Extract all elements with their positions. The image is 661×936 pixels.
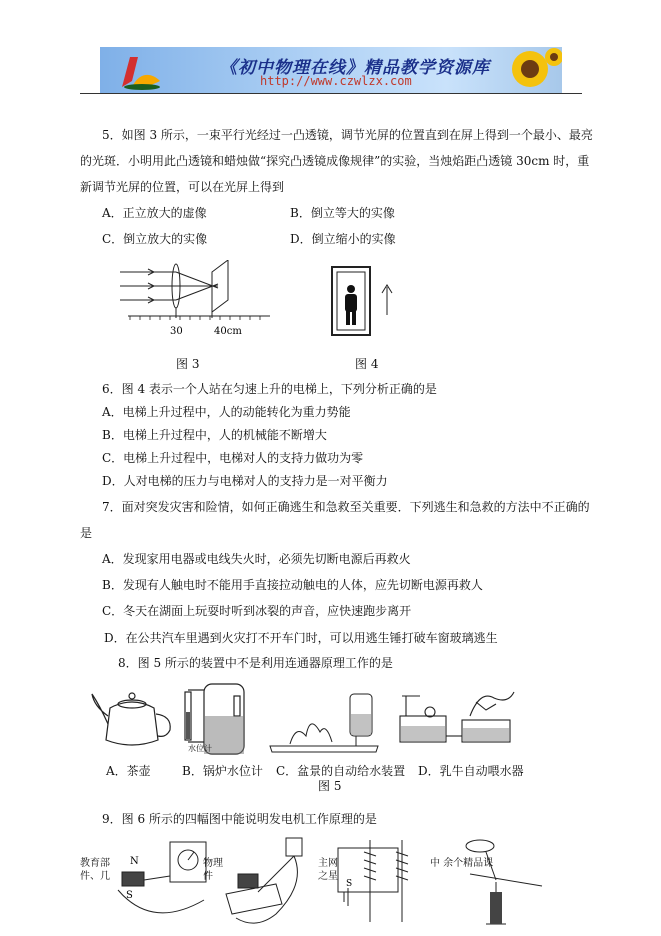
q7-option-a: A．发现家用电器或电线失火时，必须先切断电源后再救火: [102, 552, 411, 566]
potted-plant-water-feeder-drawing: [266, 684, 382, 754]
fig3-tick-30: 30: [170, 326, 183, 337]
q6-option-d: D．人对电梯的压力与电梯对人的支持力是一对平衡力: [102, 474, 388, 488]
q9-side-text-right: 中 余个精品课: [430, 858, 494, 869]
figure-4-caption: 图 4: [355, 357, 379, 371]
fig6c-label-s: S: [346, 879, 353, 889]
q6-option-c: C．电梯上升过程中，电梯对人的支持力做功为零: [102, 451, 364, 465]
q9-side-text-mid-2: 件: [203, 871, 213, 882]
boiler-gauge-label: 水位计: [188, 744, 212, 753]
q6-stem: 6．图 4 表示一个人站在匀速上升的电梯上，下列分析正确的是: [102, 382, 437, 396]
teapot-drawing: [88, 676, 176, 758]
header-rule: [80, 93, 582, 94]
q8-option-c: C．盆景的自动给水装置: [276, 764, 406, 778]
q9-side-text-mid-1: 物理: [203, 858, 223, 869]
figure-6d-magnet-needle: [456, 834, 548, 932]
q7-option-b: B．发现有人触电时不能用手直接拉动触电的人体，应先切断电源再救人: [102, 578, 483, 592]
cow-water-feeder-drawing: [396, 676, 516, 756]
figure-3-lens-diagram: [120, 260, 280, 340]
q6-option-a: A．电梯上升过程中，人的动能转化为重力势能: [102, 405, 351, 419]
q5-stem-line-2: 的光斑．小明用此凸透镜和蜡烛做“探究凸透镜成像规律”的实验，当烛焰距凸透镜 30cm 时，重: [80, 154, 590, 168]
fig6a-label-s: S: [126, 890, 133, 901]
site-logo: [108, 51, 168, 91]
q9-side-text-left-1: 教育部: [80, 858, 110, 869]
site-url[interactable]: http://www.czwlzx.com: [260, 74, 412, 88]
q5-option-c: C．倒立放大的实像: [102, 232, 208, 246]
q6-option-b: B．电梯上升过程中，人的机械能不断增大: [102, 428, 327, 442]
q8-option-d: D．乳牛自动喂水器: [418, 764, 524, 778]
q9-side-text-mid2-2: 之星: [318, 871, 338, 882]
q9-side-text-mid2-1: 主网: [318, 858, 338, 869]
header-banner: [100, 47, 562, 93]
figure-6a-galvanometer-loop: [112, 840, 208, 932]
q8-stem: 8．图 5 所示的装置中不是利用连通器原理工作的是: [118, 656, 393, 670]
q7-stem-line-2: 是: [80, 526, 93, 540]
q5-option-b: B．倒立等大的实像: [290, 206, 395, 220]
fig3-tick-40: 40cm: [214, 326, 242, 337]
sunflower-image: [492, 47, 562, 93]
site-title: 《初中物理在线》精品教学资源库: [220, 58, 490, 78]
figure-4-elevator-diagram: [330, 265, 406, 339]
q9-side-text-left-2: 件、几: [80, 871, 110, 882]
figure-5-caption: 图 5: [318, 779, 342, 793]
q5-option-d: D．倒立缩小的实像: [290, 232, 396, 246]
q8-option-b: B．锅炉水位计: [182, 764, 263, 778]
figure-6c-electromagnet-circuit: [334, 838, 430, 932]
figure-3-caption: 图 3: [176, 357, 200, 371]
q5-option-a: A．正立放大的虚像: [102, 206, 207, 220]
fig6a-label-n: N: [130, 856, 139, 867]
q5-stem-line-1: 5．如图 3 所示，一束平行光经过一凸透镜，调节光屏的位置直到在屏上得到一个最小、最亮: [102, 128, 593, 142]
figure-6b-motor-rails: [216, 834, 316, 932]
q7-stem-line-1: 7．面对突发灾害和险情，如何正确逃生和急救至关重要．下列逃生和急救的方法中不正确的: [102, 500, 590, 514]
q5-stem-line-3: 新调节光屏的位置，可以在光屏上得到: [80, 180, 285, 194]
q7-option-c: C．冬天在湖面上玩耍时听到冰裂的声音，应快速跑步离开: [102, 604, 412, 618]
q9-stem: 9．图 6 所示的四幅图中能说明发电机工作原理的是: [102, 812, 377, 826]
q7-option-d: D．在公共汽车里遇到火灾打不开车门时，可以用逃生锤打破车窗玻璃逃生: [104, 631, 498, 645]
q8-option-a: A．茶壶: [106, 764, 151, 778]
